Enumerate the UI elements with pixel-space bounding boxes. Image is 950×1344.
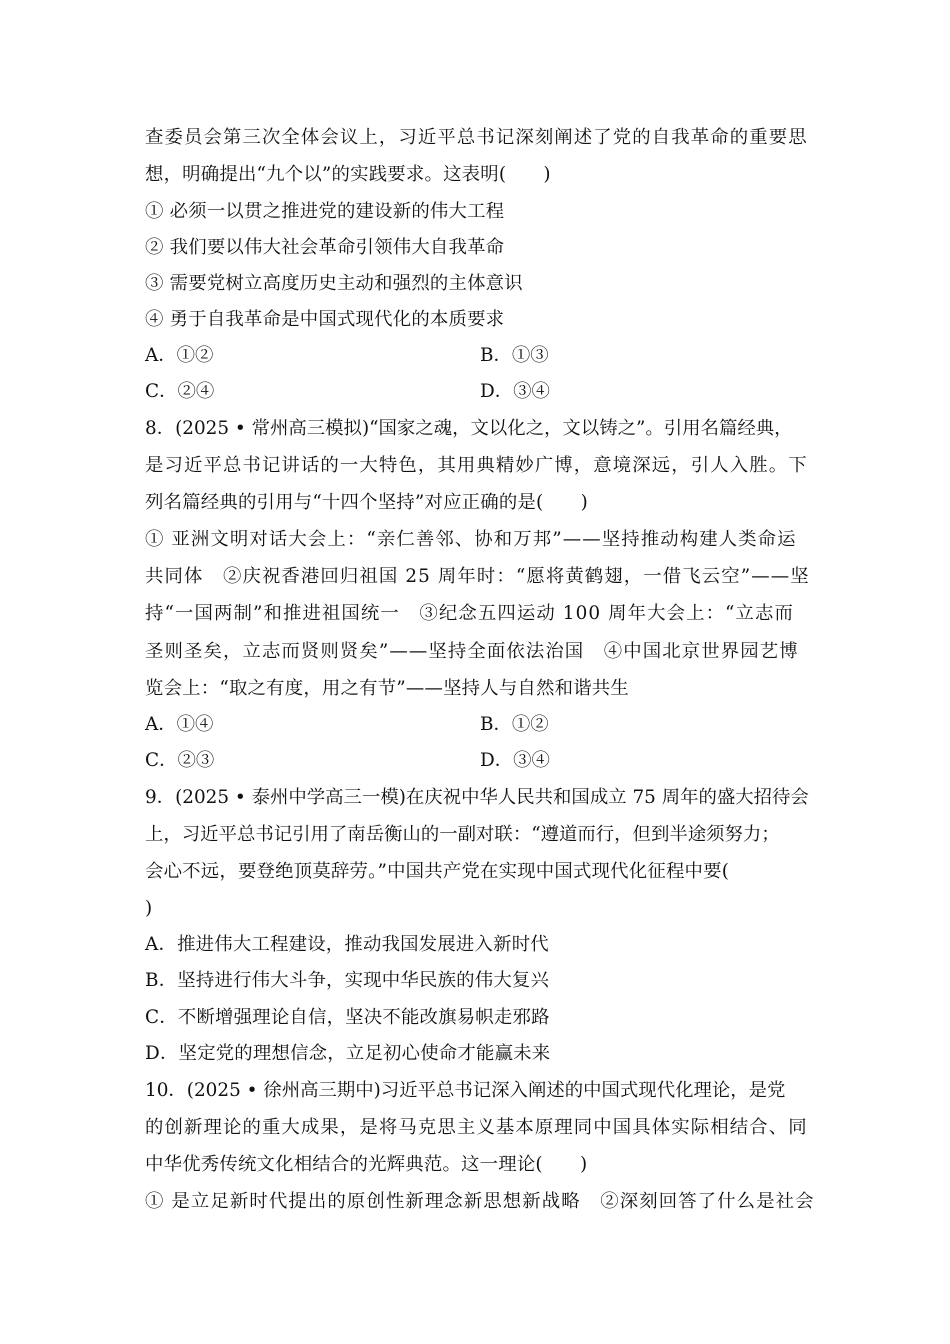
- q7-option-c: C．②④: [145, 381, 215, 402]
- q9-stem-line-2: 上，习近平总书记引用了南岳衡山的一副对联：“遵道而行，但到半途须努力；: [145, 824, 780, 845]
- q10-stem-line-2: 的创新理论的重大成果，是将马克思主义基本原理同中国具体实际相结合、同: [145, 1117, 808, 1138]
- q7-stem-line-2: 想，明确提出“九个以”的实践要求。这表明( ): [145, 164, 551, 185]
- q8-stem-line-8: 览会上：“取之有度，用之有节”——坚持人与自然和谐共生: [145, 678, 629, 699]
- q7-option-d: D．③④: [480, 381, 550, 402]
- q9-option-c: C．不断增强理论自信，坚决不能改旗易帜走邪路: [145, 1007, 550, 1028]
- q9-stem-line-3: 会心不远，要登绝顶莫辞劳。”中国共产党在实现中国式现代化征程中要(: [145, 861, 730, 882]
- q8-stem-line-1: 8．(2025 • 常州高三模拟)“国家之魂，文以化之，文以铸之”。引用名篇经典，: [145, 418, 793, 439]
- q10-stem-line-1: 10．(2025 • 徐州高三期中)习近平总书记深入阐述的中国式现代化理论，是党: [145, 1080, 786, 1101]
- q8-option-a: A．①④: [145, 714, 214, 735]
- q8-stem-line-7: 圣则圣矣，立志而贤则贤矣”——坚持全面依法治国 ④中国北京世界园艺博: [145, 641, 799, 662]
- q8-stem-line-5: 共同体 ②庆祝香港回归祖国 25 周年时：“愿将黄鹤翅，一借飞云空”——坚: [145, 566, 810, 587]
- q8-stem-line-4: ① 亚洲文明对话大会上：“亲仁善邻、协和万邦”——坚持推动构建人类命运: [145, 529, 797, 550]
- q8-option-b: B．①②: [480, 714, 549, 735]
- q7-statement-3: ③ 需要党树立高度历史主动和强烈的主体意识: [145, 273, 523, 294]
- q7-option-b: B．①③: [480, 345, 549, 366]
- q9-stem-line-4: ): [145, 898, 153, 919]
- q10-stem-line-3: 中华优秀传统文化相结合的光辉典范。这一理论( ): [145, 1154, 588, 1175]
- q7-statement-1: ① 必须一以贯之推进党的建设新的伟大工程: [145, 201, 505, 222]
- q9-option-d: D．坚定党的理想信念，立足初心使命才能赢未来: [145, 1043, 551, 1064]
- q8-stem-line-2: 是习近平总书记讲话的一大特色，其用典精妙广博，意境深远，引人入胜。下: [145, 455, 808, 476]
- q7-statement-4: ④ 勇于自我革命是中国式现代化的本质要求: [145, 309, 505, 330]
- q7-stem-line-1: 查委员会第三次全体会议上，习近平总书记深刻阐述了党的自我革命的重要思: [145, 127, 808, 148]
- q10-statement-line-1: ① 是立足新时代提出的原创性新理念新思想新战略 ②深刻回答了什么是社会: [145, 1191, 815, 1212]
- q8-option-d: D．③④: [480, 750, 550, 771]
- q7-statement-2: ② 我们要以伟大社会革命引领伟大自我革命: [145, 237, 505, 258]
- q8-stem-line-3: 列名篇经典的引用与“十四个坚持”对应正确的是( ): [145, 492, 588, 513]
- q8-stem-line-6: 持“一国两制”和推进祖国统一 ③纪念五四运动 100 周年大会上：“立志而: [145, 603, 795, 624]
- q9-stem-line-1: 9．(2025 • 泰州中学高三一模)在庆祝中华人民共和国成立 75 周年的盛大招待会: [145, 787, 809, 808]
- q9-option-b: B．坚持进行伟大斗争，实现中华民族的伟大复兴: [145, 970, 550, 991]
- q8-option-c: C．②③: [145, 750, 215, 771]
- q7-option-a: A．①②: [145, 345, 214, 366]
- q9-option-a: A．推进伟大工程建设，推动我国发展进入新时代: [145, 934, 549, 955]
